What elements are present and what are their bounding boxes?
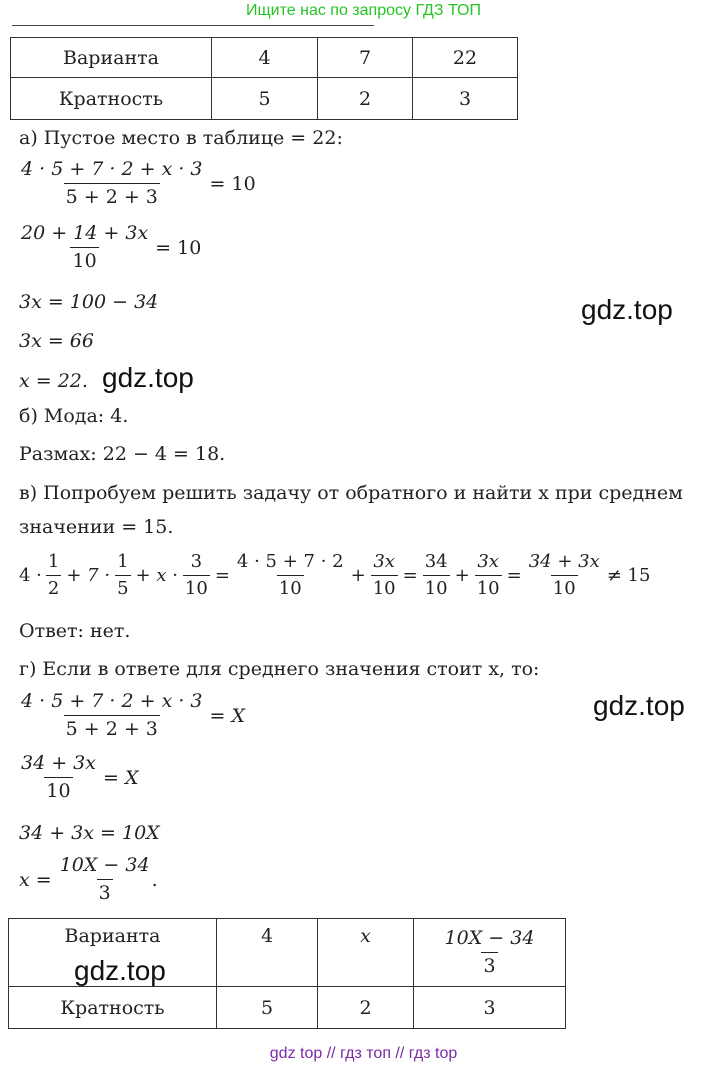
- math-term: +: [454, 565, 470, 586]
- part-b-range: Размах: 22 − 4 = 18.: [19, 443, 226, 465]
- fraction-numerator: 20 + 14 + 3x: [21, 222, 149, 244]
- fraction: [19, 692, 205, 739]
- fraction-numerator: 4 · 5 + 7 · 2 + x · 3: [21, 158, 203, 180]
- fraction-denominator: 10: [44, 777, 72, 801]
- table-cell: 7: [318, 38, 413, 78]
- part-v-equation: [19, 553, 655, 598]
- fraction-numerator: 10X − 34: [444, 927, 535, 949]
- fraction-denominator: 10: [371, 575, 398, 598]
- table-cell: 4: [217, 919, 318, 987]
- part-g-equation-1: [19, 692, 250, 739]
- table-cell: 3: [413, 78, 518, 120]
- fraction-numerator: 1: [47, 551, 60, 572]
- table-cell: Варианта: [9, 919, 217, 987]
- fraction-denominator: 3: [97, 879, 113, 903]
- math-term: .: [151, 868, 158, 891]
- fraction-numerator: 10X − 34: [59, 854, 150, 876]
- part-a-equation-2: [19, 224, 206, 271]
- fraction-numerator: 34: [424, 551, 448, 572]
- equation-rhs: = X: [209, 704, 246, 727]
- part-g-line-3: 34 + 3x = 10X: [19, 822, 160, 844]
- part-v-answer: Ответ: нет.: [19, 620, 131, 642]
- fraction-denominator: 5: [115, 575, 130, 598]
- search-banner[interactable]: Ищите нас по запросу ГДЗ ТОП: [246, 2, 481, 19]
- fraction-numerator: 3: [190, 551, 203, 572]
- table-cell: 5: [217, 987, 318, 1029]
- watermark: gdz.top: [102, 362, 194, 393]
- fraction: [235, 553, 346, 598]
- table-cell: 5: [212, 78, 318, 120]
- fraction: [19, 160, 205, 207]
- equation-rhs: = 10: [209, 172, 256, 195]
- watermark: gdz.top: [593, 690, 685, 721]
- frequency-table-1: [10, 37, 518, 120]
- table-cell: Кратность: [11, 78, 212, 120]
- fraction-denominator: 10: [183, 575, 210, 598]
- part-a-line-3: 3x = 100 − 34: [19, 291, 159, 313]
- fraction-numerator: 1: [117, 551, 129, 572]
- math-term: =: [402, 565, 418, 586]
- table-cell: [414, 919, 566, 987]
- fraction-numerator: 34 + 3x: [21, 752, 96, 774]
- fraction-numerator: 34 + 3x: [528, 551, 600, 572]
- watermark: gdz.top: [74, 955, 166, 986]
- part-v-intro-1: в) Попробуем решить задачу от обратного и найти x при среднем: [19, 482, 683, 504]
- fraction-denominator: 3: [481, 952, 497, 976]
- part-v-intro-2: значении = 15.: [19, 516, 174, 538]
- table-cell: 2: [318, 78, 413, 120]
- table-cell: x: [318, 919, 414, 987]
- part-g-equation-2: [19, 754, 143, 801]
- math-term: x =: [19, 868, 52, 891]
- fraction-denominator: 10: [551, 575, 578, 598]
- equation-rhs: = 10: [155, 236, 202, 259]
- math-term: =: [214, 565, 230, 586]
- fraction-denominator: 10: [475, 575, 502, 598]
- watermark: gdz.top: [581, 294, 673, 325]
- fraction-denominator: 5 + 2 + 3: [64, 715, 160, 739]
- fraction: [475, 553, 502, 598]
- fraction: [423, 553, 450, 598]
- fraction: [443, 929, 537, 976]
- equation-rhs: = X: [102, 766, 139, 789]
- fraction: [183, 553, 210, 598]
- fraction-denominator: 10: [423, 575, 450, 598]
- part-g-intro: г) Если в ответе для среднего значения стоит x, то:: [19, 658, 540, 680]
- fraction: [527, 553, 602, 598]
- fraction-numerator: 3x: [477, 551, 499, 572]
- fraction-numerator: 4 · 5 + 7 · 2: [236, 551, 344, 572]
- part-a-line-5: x = 22.: [19, 370, 88, 392]
- part-a-intro: а) Пустое место в таблице = 22:: [19, 127, 343, 149]
- fraction-numerator: 3x: [373, 551, 395, 572]
- fraction-numerator: 4 · 5 + 7 · 2 + x · 3: [21, 690, 203, 712]
- table-cell: Варианта: [11, 38, 212, 78]
- math-term: +: [350, 565, 366, 586]
- part-a-line-4: 3x = 66: [19, 330, 94, 352]
- table-cell: Кратность: [9, 987, 217, 1029]
- math-term: ≠ 15: [606, 565, 651, 586]
- part-a-equation-1: [19, 160, 261, 207]
- math-term: + x ·: [135, 565, 178, 586]
- math-term: + 7 ·: [66, 565, 111, 586]
- table-cell: 4: [212, 38, 318, 78]
- part-g-line-4: [19, 856, 158, 903]
- fraction: [19, 224, 150, 271]
- math-term: 4 ·: [19, 565, 42, 586]
- fraction: [371, 553, 398, 598]
- fraction-denominator: 10: [277, 575, 304, 598]
- table-cell: 22: [413, 38, 518, 78]
- fraction: [115, 553, 130, 598]
- fraction: [19, 754, 98, 801]
- fraction: [58, 856, 152, 903]
- fraction-denominator: 10: [70, 247, 98, 271]
- fraction: [46, 553, 61, 598]
- math-term: =: [506, 565, 522, 586]
- fraction-denominator: 5 + 2 + 3: [64, 183, 160, 207]
- footer-links[interactable]: gdz top // гдз топ // гдз top: [269, 1045, 458, 1062]
- table-cell: 3: [414, 987, 566, 1029]
- divider: [12, 25, 374, 26]
- table-cell: 2: [318, 987, 414, 1029]
- fraction-denominator: 2: [46, 575, 61, 598]
- part-b-mode: б) Мода: 4.: [19, 405, 129, 427]
